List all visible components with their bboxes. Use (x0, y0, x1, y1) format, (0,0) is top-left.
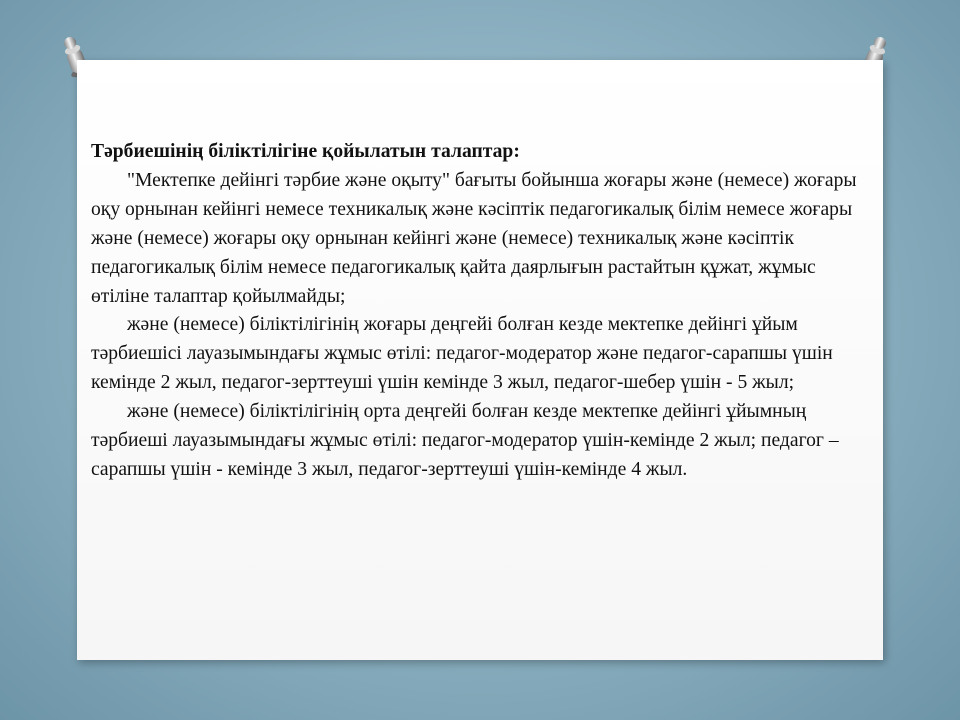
paragraph-high-level: және (немесе) біліктілігінің жоғары деңгейі болған кезде мектепке дейінгі ұйым тәрбиешісі лауазымындағы жұмыс өтілі: педагог-модератор және педагог-сарапшы үшін кемінде 2 жыл, педагог-зерттеуші үшін кемінде 3 жыл, педагог-шебер үшін - 5 жыл; (91, 314, 833, 394)
slide-heading: Тәрбиешінің біліктілігіне қойылатын талаптар: (91, 141, 520, 162)
paragraph-education: "Мектепке дейінгі тәрбие және оқыту" бағыты бойынша жоғары және (немесе) жоғары оқу орнынан кейінгі немесе техникалық және кәсіптік педагогикалық білім немесе жоғары және (немесе) жоғары оқу орнынан кейінгі және (немесе) техникалық және кәсіптік педагогикалық білім немесе педагогикалық қайта даярлығын растайтын құжат, жұмыс өтіліне талаптар қойылмайды; (91, 169, 857, 307)
slide-content (91, 138, 871, 485)
paragraph-middle-level: және (немесе) біліктілігінің орта деңгейі болған кезде мектепке дейінгі ұйымның тәрбиеші лауазымындағы жұмыс өтілі: педагог-модератор үшін-кемінде 2 жыл; педагог – сарапшы үшін - кемінде 3 жыл, педагог-зерттеуші үшін-кемінде 4 жыл. (91, 401, 839, 480)
